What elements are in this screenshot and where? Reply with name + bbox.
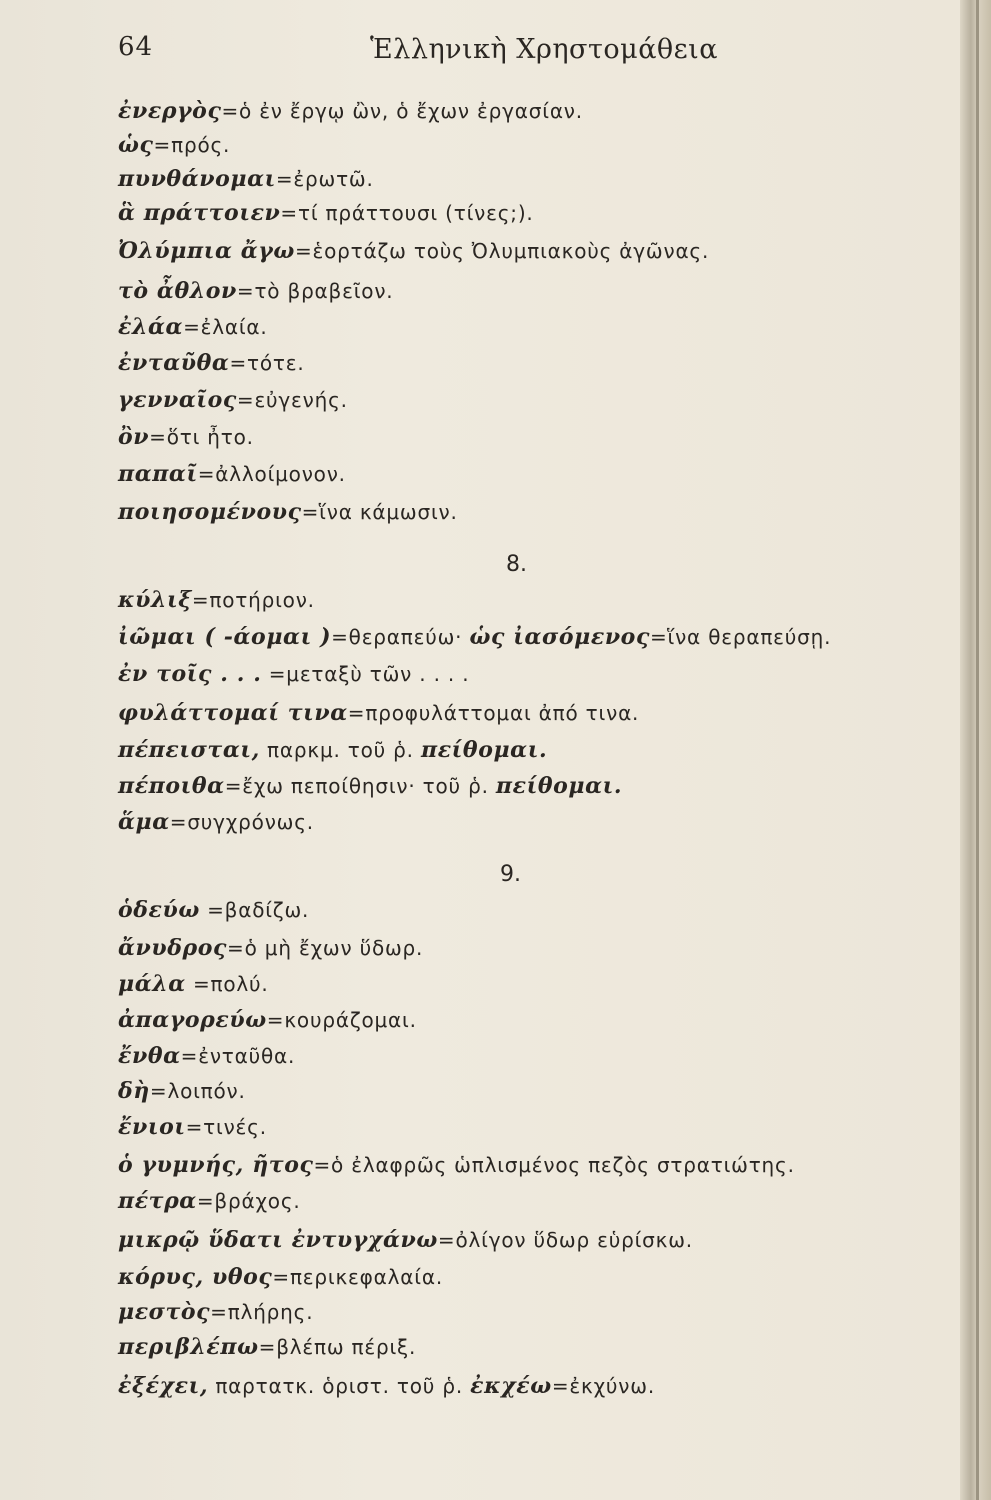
glossary-entry: τὸ ἆθλον=τὸ βραβεῖον. — [118, 278, 394, 304]
glossary-entry: Ὀλύμπια ἄγω=ἑορτάζω τοὺς Ὀλυμπιακοὺς ἀγῶνας. — [118, 238, 710, 264]
glossary-entry: ὁ γυμνής, ῆτος=ὁ ἐλαφρῶς ὡπλισμένος πεζὸς στρατιώτης. — [118, 1152, 795, 1178]
glossary-entry: ἐλάα=ἐλαία. — [118, 314, 268, 340]
glossary-entry: ὁδεύω =βαδίζω. — [118, 897, 310, 923]
glossary-entry: πέτρα=βράχος. — [118, 1188, 301, 1214]
glossary-entry: πέπεισται, παρκμ. τοῦ ῥ. πείθομαι. — [118, 737, 548, 763]
glossary-entry: ἐξέχει, παρτατκ. ὁριστ. τοῦ ῥ. ἐκχέω=ἐκχύνω. — [118, 1373, 655, 1399]
glossary-entry: πυνθάνομαι=ἐρωτῶ. — [118, 166, 374, 192]
glossary-entry: ἰῶμαι ( -άομαι )=θεραπεύω· ὡς ἰασόμενος=ἵνα θεραπεύσῃ. — [118, 624, 832, 650]
glossary-entry: ἔνιοι=τινές. — [118, 1114, 267, 1140]
glossary-entry: δὴ=λοιπόν. — [118, 1078, 246, 1104]
binding-strip — [976, 0, 979, 1500]
glossary-entry: ἄνυδρος=ὁ μὴ ἔχων ὕδωρ. — [118, 935, 424, 961]
glossary-entry: ἐνταῦθα=τότε. — [118, 350, 305, 376]
glossary-entry: περιβλέπω=βλέπω πέριξ. — [118, 1334, 417, 1360]
glossary-entry: ἐνεργὸς=ὁ ἐν ἔργῳ ὢν, ὁ ἔχων ἐργασίαν. — [118, 98, 583, 124]
glossary-entry: πέποιθα=ἔχω πεποίθησιν· τοῦ ῥ. πείθομαι. — [118, 773, 623, 799]
running-title: Ἑλληνικὴ Χρηστομάθεια — [370, 34, 718, 65]
page-number: 64 — [118, 32, 154, 62]
section-number: 9. — [500, 862, 521, 887]
glossary-entry: ὂν=ὅτι ἦτο. — [118, 424, 254, 450]
glossary-entry: κόρυς, υθος=περικεφαλαία. — [118, 1264, 443, 1290]
glossary-entry: ἃ πράττοιεν=τί πράττουσι (τίνες;). — [118, 200, 534, 226]
glossary-entry: ἅμα=συγχρόνως. — [118, 809, 314, 835]
page-edge — [960, 0, 991, 1500]
glossary-entry: ἐν τοῖς . . . =μεταξὺ τῶν . . . . — [118, 661, 470, 687]
glossary-entry: παπαῖ=ἀλλοίμονον. — [118, 461, 346, 487]
glossary-entry: ἀπαγορεύω=κουράζομαι. — [118, 1007, 417, 1033]
glossary-entry: γενναῖος=εὐγενής. — [118, 387, 348, 413]
glossary-entry: φυλάττομαί τινα=προφυλάττομαι ἀπό τινα. — [118, 700, 640, 726]
glossary-entry: μεστὸς=πλήρης. — [118, 1299, 314, 1325]
glossary-entry: μικρῷ ὕδατι ἐντυγχάνω=ὀλίγον ὕδωρ εὑρίσκω. — [118, 1227, 693, 1253]
glossary-entry: ποιησομένους=ἵνα κάμωσιν. — [118, 499, 458, 525]
section-number: 8. — [506, 552, 527, 577]
glossary-entry: ὡς=πρός. — [118, 132, 231, 158]
glossary-entry: κύλιξ=ποτήριον. — [118, 587, 315, 613]
glossary-entry: μάλα =πολύ. — [118, 971, 269, 997]
glossary-entry: ἔνθα=ἐνταῦθα. — [118, 1043, 296, 1069]
